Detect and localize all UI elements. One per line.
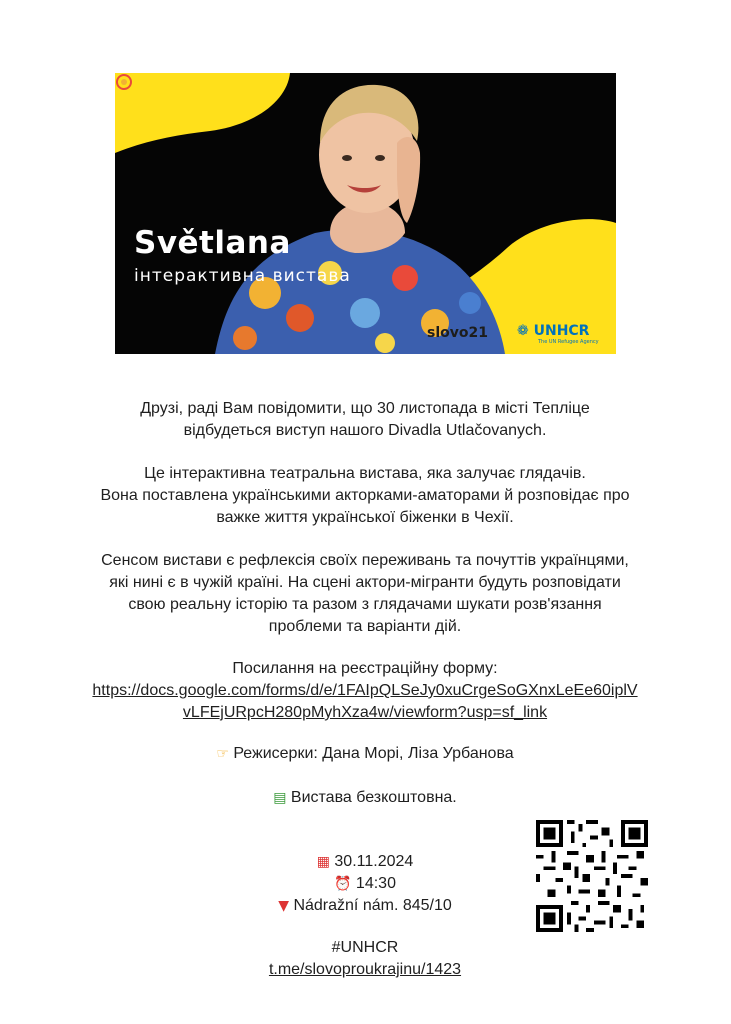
event-time: 14:30 <box>355 875 396 892</box>
description-paragraph <box>60 463 670 529</box>
meaning-line: проблеми та варіанти дій. <box>268 618 462 635</box>
hashtag: #UNHCR <box>331 939 399 956</box>
pointing-hand-icon: ☞ <box>216 746 229 762</box>
meaning-paragraph <box>60 550 670 638</box>
description-line: важке життя української біженки в Чехії. <box>216 509 514 526</box>
calendar-icon: ▦ <box>316 854 330 870</box>
description-line: Вона поставлена українськими акторками-аматорами й розповідає про <box>100 487 630 504</box>
unhcr-emblem-icon: ❁ <box>517 323 529 339</box>
unhcr-logo-text: UNHCR <box>533 323 590 339</box>
slovo21-mark-icon <box>115 73 133 91</box>
footer <box>60 937 670 981</box>
slovo21-logo: slovo21 <box>427 325 488 341</box>
banner-title: Světlana <box>134 225 291 261</box>
event-banner <box>115 73 616 354</box>
banner-art <box>115 73 616 354</box>
registration-section <box>60 658 670 724</box>
alarm-clock-icon: ⏰ <box>334 876 352 892</box>
meaning-line: свою реальну історію та разом з глядачами шукати розв'язання <box>128 596 602 613</box>
registration-link[interactable]: https://docs.google.com/forms/d/e/1FAIpQLSeJy0xuCrgeSoGXnxLeEe60iplV <box>92 682 638 699</box>
event-place: Nádražní nám. 845/10 <box>293 897 452 914</box>
free-line <box>60 787 670 809</box>
registration-label: Посилання на реєстраційну форму: <box>232 660 498 677</box>
unhcr-logo <box>517 323 589 339</box>
qr-code[interactable] <box>536 820 648 932</box>
banner-subtitle: інтерактивна вистава <box>134 266 351 286</box>
meaning-line: які нині є в чужій країні. На сцені актори-мігранти будуть розповідати <box>109 574 621 591</box>
intro-line: Друзі, раді Вам повідомити, що 30 листопада в місті Тепліце <box>140 400 590 417</box>
free-text: Вистава безкоштовна. <box>290 789 457 806</box>
intro-line: відбудеться виступ нашого Divadla Utlačovanych. <box>183 422 547 439</box>
intro-paragraph <box>60 398 670 442</box>
unhcr-logo-subtitle: The UN Refugee Agency <box>538 339 599 345</box>
event-date: 30.11.2024 <box>334 853 414 870</box>
directors-text: Режисерки: Дана Морі, Ліза Урбанова <box>233 745 514 762</box>
description-line: Це інтерактивна театральна вистава, яка залучає глядачів. <box>144 465 586 482</box>
directors-line <box>60 743 670 765</box>
registration-link-continued[interactable]: vLFEjURpcH280pMyhXza4w/viewform?usp=sf_link <box>182 704 548 721</box>
telegram-link[interactable]: t.me/slovoproukrajinu/1423 <box>268 961 462 978</box>
meaning-line: Сенсом вистави є рефлексія своїх переживань та почуттів українцями, <box>101 552 629 569</box>
pin-icon: ▼ <box>278 898 289 914</box>
money-icon: ▤ <box>273 790 287 806</box>
